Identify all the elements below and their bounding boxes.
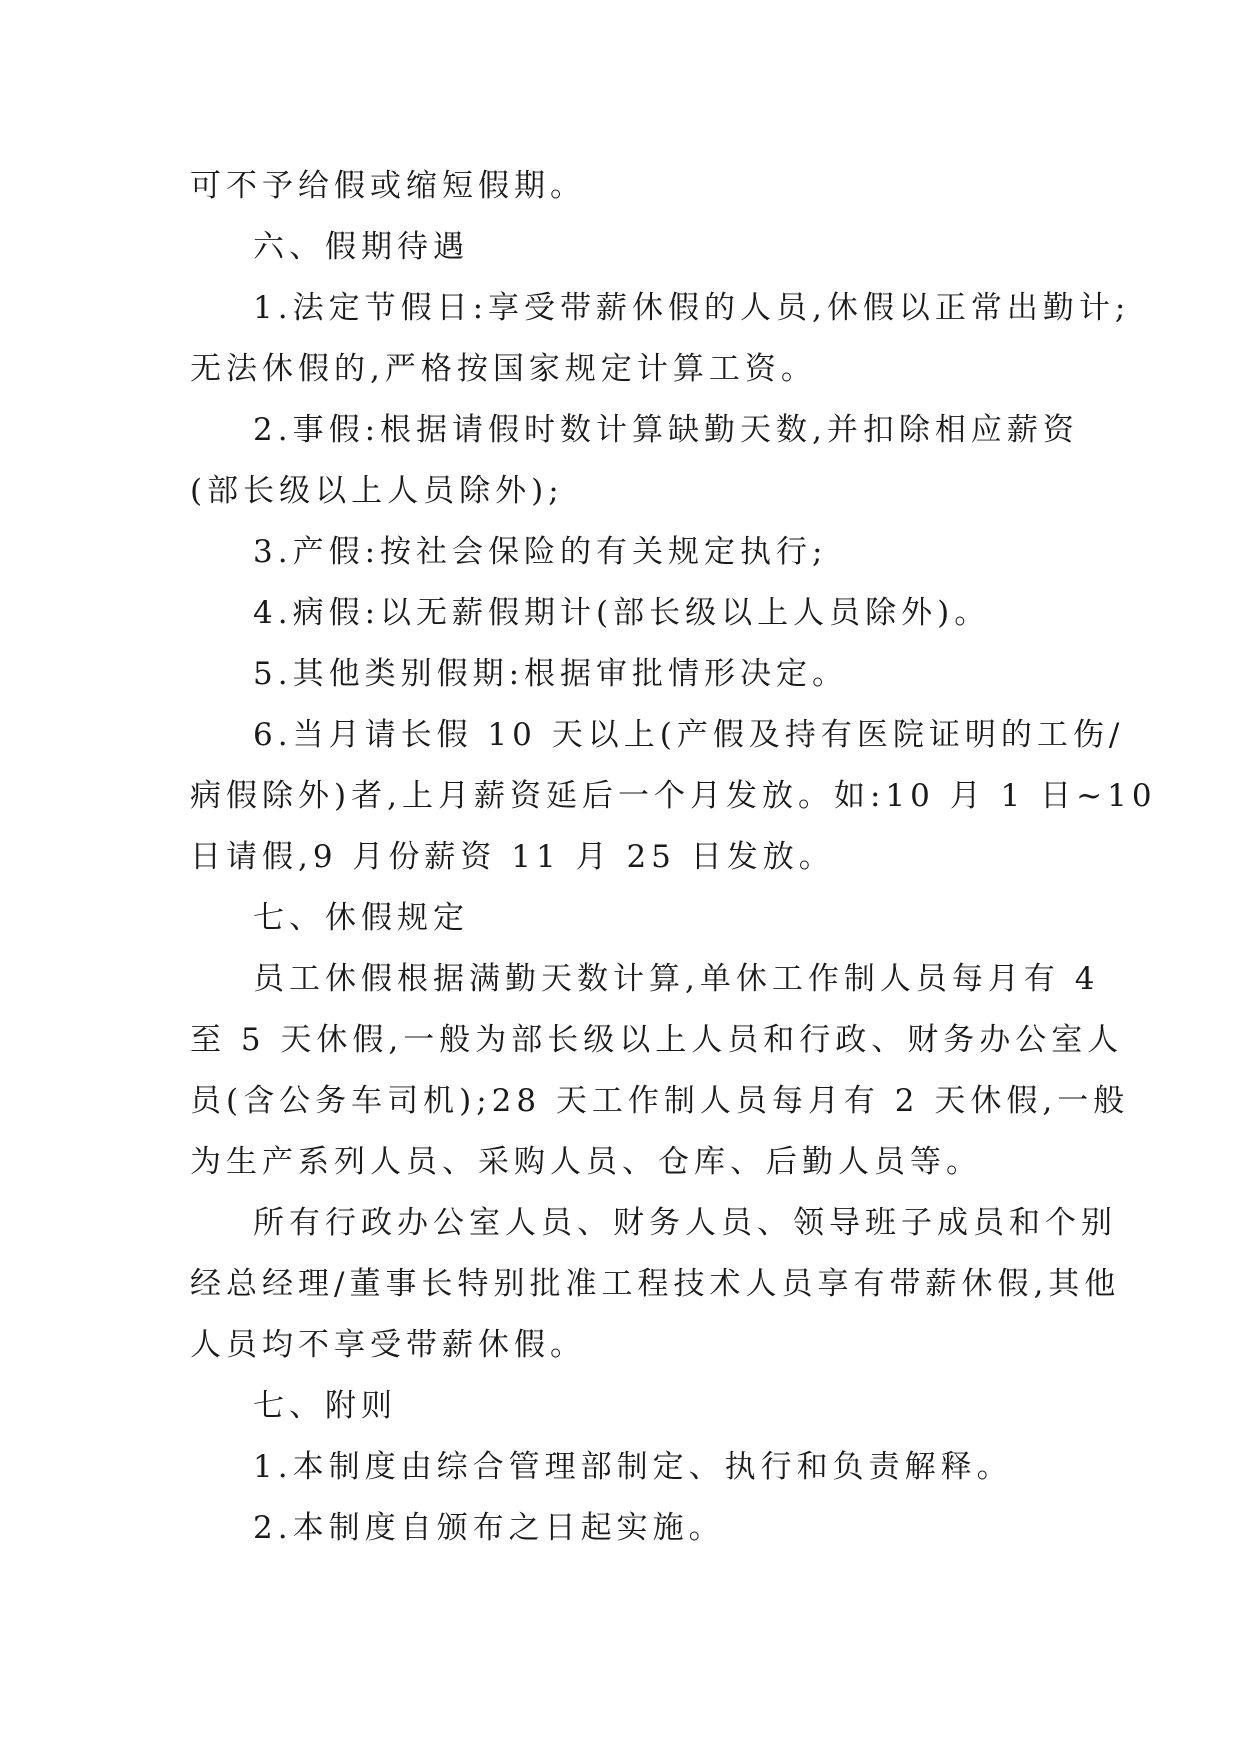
item-other-leave: 5.其他类别假期:根据审批情形决定。 xyxy=(253,656,849,692)
item-statutory-holidays-cont: 无法休假的,严格按国家规定计算工资。 xyxy=(190,351,817,387)
item-long-leave-cont-1: 病假除外)者,上月薪资延后一个月发放。如:10 月 1 日~10 xyxy=(190,778,1157,814)
section-heading-supplementary: 七、附则 xyxy=(253,1388,397,1424)
rest-rules-paragraph-1-cont-2: 员(含公务车司机);28 天工作制人员每月有 2 天休假,一般 xyxy=(190,1083,1130,1119)
rest-rules-paragraph-1: 员工休假根据满勤天数计算,单休工作制人员每月有 4 xyxy=(253,961,1100,997)
section-heading-rest-rules: 七、休假规定 xyxy=(253,900,469,936)
item-personal-leave-cont: (部长级以上人员除外); xyxy=(190,473,564,509)
item-long-leave: 6.当月请长假 10 天以上(产假及持有医院证明的工伤/ xyxy=(253,717,1125,753)
rest-rules-paragraph-1-cont-1: 至 5 天休假,一般为部长级以上人员和行政、财务办公室人 xyxy=(190,1022,1124,1058)
item-maternity-leave: 3.产假:按社会保险的有关规定执行; xyxy=(253,534,828,570)
rest-rules-paragraph-1-cont-3: 为生产系列人员、采购人员、仓库、后勤人员等。 xyxy=(190,1144,982,1180)
item-long-leave-cont-2: 日请假,9 月份薪资 11 月 25 日发放。 xyxy=(190,839,835,875)
section-heading-leave-benefits: 六、假期待遇 xyxy=(253,229,469,265)
supplementary-item-2: 2.本制度自颁布之日起实施。 xyxy=(253,1510,725,1546)
rest-rules-paragraph-2-cont-1: 经总经理/董事长特别批准工程技术人员享有带薪休假,其他 xyxy=(190,1266,1121,1302)
text-line-continuation: 可不予给假或缩短假期。 xyxy=(190,168,586,204)
supplementary-item-1: 1.本制度由综合管理部制定、执行和负责解释。 xyxy=(253,1449,1013,1485)
item-sick-leave: 4.病假:以无薪假期计(部长级以上人员除外)。 xyxy=(253,595,991,631)
rest-rules-paragraph-2-cont-2: 人员均不享受带薪休假。 xyxy=(190,1327,586,1363)
item-personal-leave: 2.事假:根据请假时数计算缺勤天数,并扣除相应薪资 xyxy=(253,412,1079,448)
item-statutory-holidays: 1.法定节假日:享受带薪休假的人员,休假以正常出勤计; xyxy=(253,290,1131,326)
rest-rules-paragraph-2: 所有行政办公室人员、财务人员、领导班子成员和个别 xyxy=(253,1205,1117,1241)
